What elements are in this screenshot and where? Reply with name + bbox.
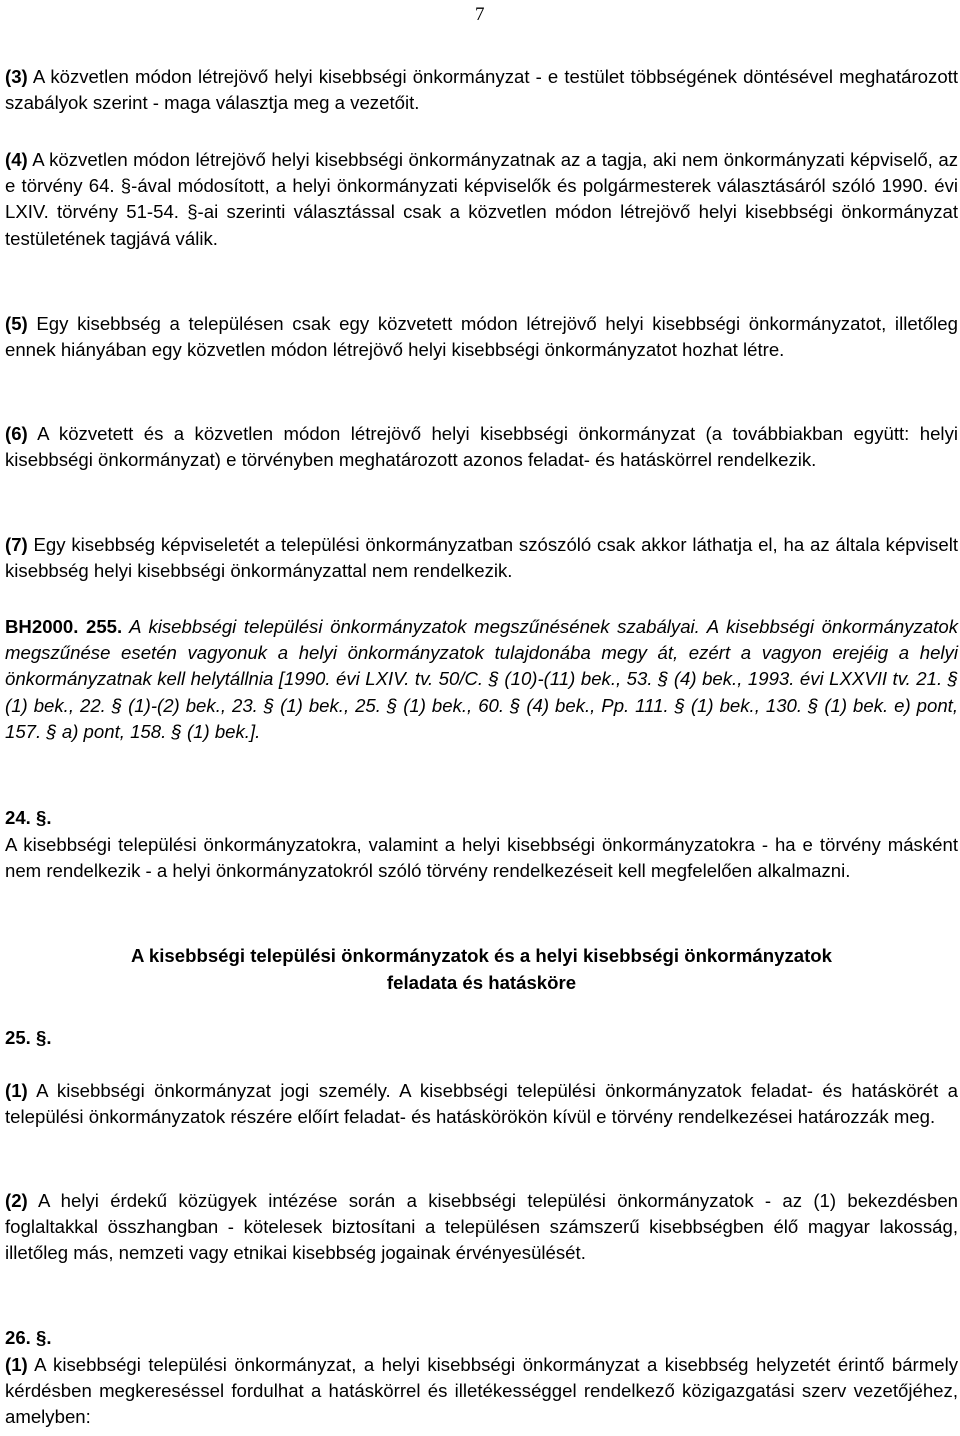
court-decision-bh [5, 614, 958, 745]
section-24-title: 24. §. [5, 807, 52, 828]
paragraph-4 [5, 147, 958, 252]
section-25-paragraph-2 [5, 1188, 958, 1267]
paragraph-number: (1) [5, 1080, 28, 1101]
paragraph-text: A helyi érdekű közügyek intézése során a kisebbségi települési önkormányzatok - az (1) bekezdésben foglaltakkal összhangban - kötelesek biztosítani a településen számszerű kisebbségben élő magyar lakosság, illetőleg más, nemzeti vagy etnikai kisebbség jogainak érvényesülését. [5, 1190, 958, 1264]
paragraph-7 [5, 532, 958, 584]
paragraph-text: A közvetlen módon létrejövő helyi kisebbségi önkormányzat - e testület többségének döntésével meghatározott szabályok szerint - maga választja meg a vezetőit. [5, 66, 958, 114]
paragraph-number: (1) [5, 1354, 28, 1375]
paragraph-text: Egy kisebbség képviseletét a települési önkormányzatban szószóló csak akkor láthatja el, ha az általa képviselt kisebbség helyi kisebbségi önkormányzattal nem rendelkezik. [5, 534, 958, 582]
paragraph-text: A közvetett és a közvetlen módon létrejövő helyi kisebbségi önkormányzat (a továbbiakban együtt: helyi kisebbségi önkormányzat) e törvényben meghatározott azonos feladat- és hatáskörrel rendelkezik. [5, 423, 958, 471]
paragraph-6 [5, 421, 958, 473]
section-25-title: 25. §. [5, 1027, 52, 1048]
chapter-heading-line1: A kisebbségi települési önkormányzatok és a helyi kisebbségi önkormányzatok [131, 945, 832, 966]
bh-reference: BH2000. 255. [5, 616, 123, 637]
paragraph-number: (7) [5, 534, 28, 555]
paragraph-text: Egy kisebbség a településen csak egy közvetett módon létrejövő helyi kisebbségi önkormányzatot, illetőleg ennek hiányában egy közvetlen módon létrejövő helyi kisebbségi önkormányzatot hozhat létre. [5, 313, 958, 361]
section-26-paragraph-1 [5, 1352, 958, 1431]
section-25-paragraph-1 [5, 1078, 958, 1130]
paragraph-number: (4) [5, 149, 28, 170]
section-24-text: A kisebbségi települési önkormányzatokra, valamint a helyi kisebbségi önkormányzatokra - ha e törvény másként nem rendelkezik - a helyi önkormányzatokról szóló törvény rendelkezéseit kell megfelelően alkalmazni. [5, 834, 958, 882]
paragraph-5 [5, 311, 958, 363]
paragraph-number: (2) [5, 1190, 28, 1211]
paragraph-3 [5, 64, 958, 116]
paragraph-number: (6) [5, 423, 28, 444]
paragraph-text: A kisebbségi önkormányzat jogi személy. A kisebbségi települési önkormányzatok feladat- és hatáskörét a települési önkormányzatok részére előírt feladat- és hatáskörökön kívül e törvény rendelkezései határozzák meg. [5, 1080, 958, 1128]
chapter-heading-line2: feladata és hatásköre [386, 972, 577, 993]
paragraph-number: (3) [5, 66, 28, 87]
section-26-title: 26. §. [5, 1327, 52, 1348]
bh-text: A kisebbségi települési önkormányzatok megszűnésének szabályai. A kisebbségi önkormányzatok megszűnése esetén vagyonuk a helyi önkormányzatok tulajdonába megy át, ezért a vagyon erejéig a helyi önkormányzatnak kell helytállnia [1990. évi LXIV. tv. 50/C. § (10)-(11) bek., 53. § (4) bek., 1993. évi LXXVII tv. 21. § (1) bek., 22. § (1)-(2) bek., 23. § (1) bek., 25. § (1) bek., 60. § (4) bek., Pp. 111. § (1) bek., 130. § (1) bek. e) pont, 157. § a) pont, 158. § (1) bek.]. [5, 616, 958, 742]
paragraph-text: A közvetlen módon létrejövő helyi kisebbségi önkormányzatnak az a tagja, aki nem önkormányzati képviselő, az e törvény 64. §-ával módosított, a helyi önkormányzati képviselők és polgármesterek választásáról szóló 1990. évi LXIV. törvény 51-54. §-ai szerinti választással csak a közvetlen módon létrejövő helyi kisebbségi önkormányzat testületének tagjává válik. [5, 149, 958, 249]
paragraph-number: (5) [5, 313, 28, 334]
page-number: 7 [475, 4, 485, 25]
paragraph-text: A kisebbségi települési önkormányzat, a helyi kisebbségi önkormányzat a kisebbség helyzetét érintő bármely kérdésben megkereséssel fordulhat a hatáskörrel és illetékességgel rendelkező közigazgatási szerv vezetőjéhez, amelyben: [5, 1354, 958, 1428]
